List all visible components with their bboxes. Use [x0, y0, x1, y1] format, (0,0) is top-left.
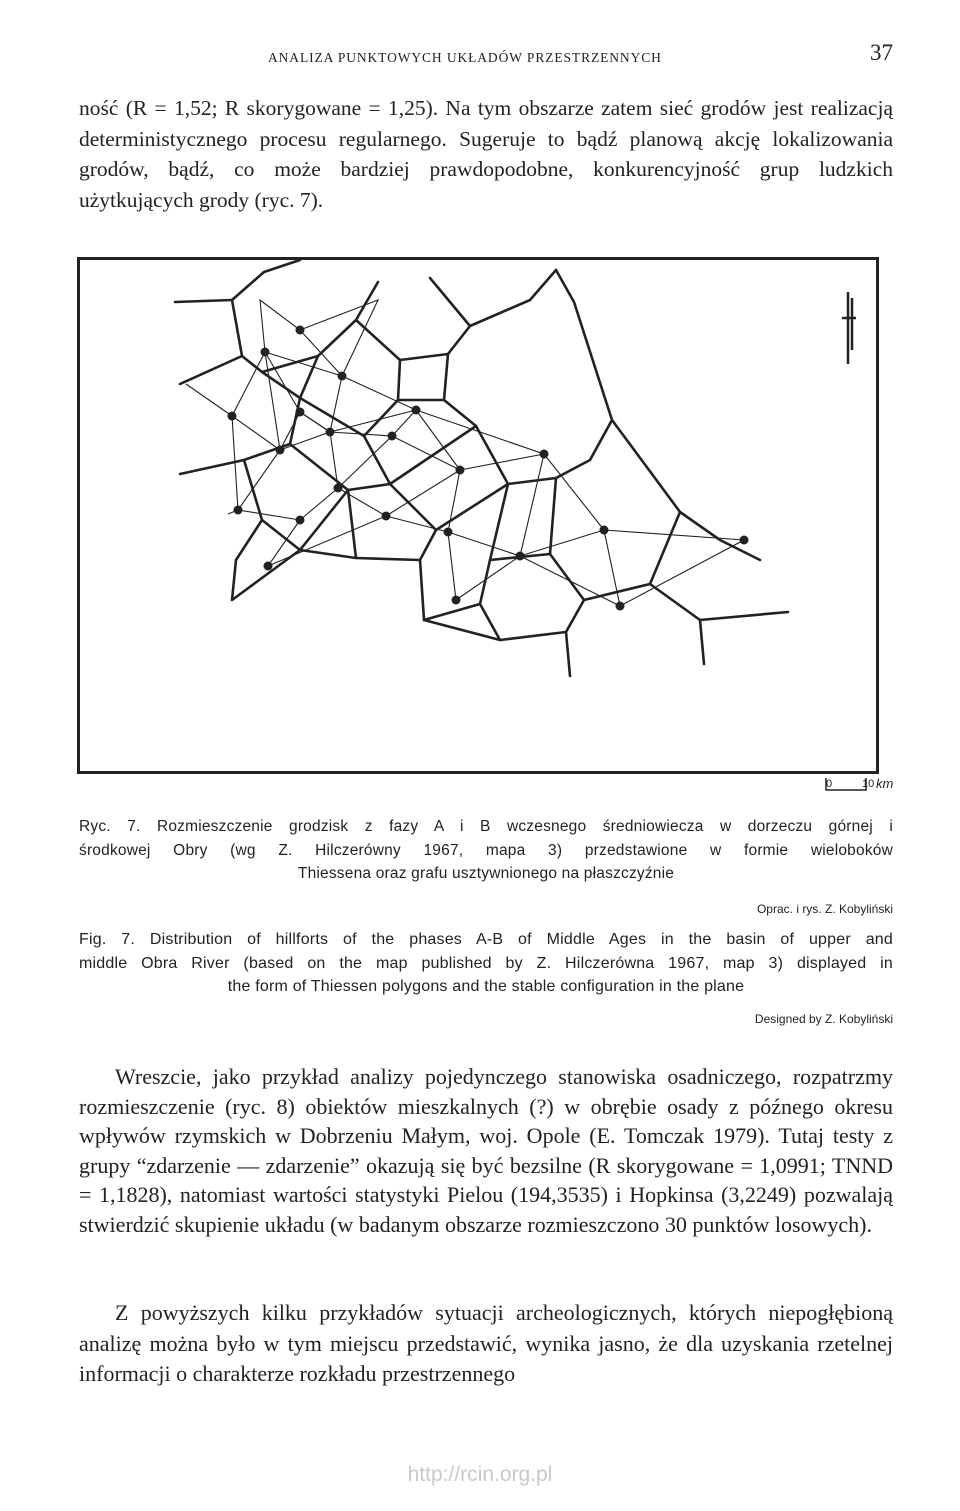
polygon-edge	[262, 490, 348, 550]
north-arrow-icon	[842, 292, 856, 364]
polygon-edge	[430, 278, 470, 354]
figure-caption-english	[79, 928, 893, 999]
scale-unit: km	[876, 776, 894, 791]
polygon-edge	[424, 560, 490, 620]
caption-en-line: Fig. 7. Distribution of hillforts of the phases A-B of Middle Ages in the basin of upper and	[79, 931, 893, 948]
polygon-edge	[556, 270, 612, 420]
polygon-edge	[300, 490, 356, 558]
polygon-edge	[556, 420, 612, 478]
polygon-edge	[262, 282, 378, 372]
scale-zero: 0	[826, 778, 833, 790]
hillfort-point	[444, 528, 453, 537]
hillfort-point	[334, 484, 343, 493]
hillfort-point	[276, 446, 285, 455]
paragraph-dobrzen: Wreszcie, jako przykład analizy pojedynczego stanowiska osadniczego, rozpatrzmy rozmieszczenie (ryc. 8) obiektów mieszkalnych (?) w obrębie osady z późnego okresu wpływów rzymskich w Dobrzeniu Małym, woj. Opole (E. Tomczak 1979). Tutaj testy z grupy “zdarzenie — zdarzenie” okazują się być bezsilne (R skorygowane = 1,0991; TNND = 1,1828), natomiast wartości statystyki Pielou (194,3535) i Hopkinsa (3,2249) pozwalają stwierdzić skupienie układu (w badanym obszarze rozmieszczono 30 punktów losowych).	[79, 1064, 893, 1237]
hillfort-point	[296, 408, 305, 417]
graph-edge	[416, 410, 544, 470]
polygon-edge	[470, 270, 556, 326]
graph-edge	[300, 300, 378, 376]
scale-labels	[824, 776, 914, 796]
polygon-edge	[444, 354, 476, 426]
polygon-edge	[232, 550, 300, 600]
hillfort-point	[338, 372, 347, 381]
graph-edge	[186, 384, 232, 416]
polygon-edge	[390, 484, 508, 530]
graph-edge	[520, 454, 604, 556]
graph-edge	[238, 450, 300, 520]
polygon-edge	[232, 300, 262, 372]
polygon-edge	[550, 478, 584, 600]
figure-caption-polish	[79, 815, 893, 886]
polygon-edge	[356, 320, 448, 360]
caption-en-line: the form of Thiessen polygons and the stable configuration in the plane	[227, 978, 745, 995]
hillfort-point	[261, 348, 270, 357]
hillfort-point	[600, 526, 609, 535]
polygon-edge	[290, 444, 390, 490]
polygon-edge	[180, 356, 242, 384]
polygon-edge	[700, 620, 704, 664]
caption-pl-line: środkowej Obry (wg Z. Hilczerówny 1967, mapa 3) przedstawione w formie wieloboków	[79, 841, 893, 859]
scale-ten: 10	[862, 778, 875, 790]
credit-polish: Oprac. i rys. Z. Kobyliński	[756, 902, 893, 916]
polygon-edge	[180, 398, 300, 474]
footer-url: http://rcin.org.pl	[407, 1463, 553, 1486]
hillfort-point	[616, 602, 625, 611]
hillfort-point	[412, 406, 421, 415]
hillfort-point	[740, 536, 749, 545]
polygon-edge	[356, 530, 436, 560]
hillfort-point	[228, 412, 237, 421]
polygon-edge	[566, 632, 570, 676]
paragraph-conclusion: Z powyższych kilku przykładów sytuacji archeologicznych, których niepogłębioną analizę można było w tym miejscu przedstawić, wynika jasno, że dla uzyskania rzetelnej informacji o charakterze rozkładu przestrzennego	[79, 1300, 893, 1386]
hillfort-point	[516, 552, 525, 561]
polygon-edge	[398, 360, 444, 400]
graph-edge	[265, 352, 330, 432]
hillfort-point	[452, 596, 461, 605]
running-title: ANALIZA PUNKTOWYCH UKŁADÓW PRZESTRZENNYCH	[268, 50, 662, 65]
hillfort-point	[234, 506, 243, 515]
graph-edge	[300, 436, 392, 520]
hillfort-point	[296, 326, 305, 335]
hillfort-point	[296, 516, 305, 525]
polygon-edge	[232, 260, 300, 300]
polygon-edge	[584, 512, 680, 600]
paragraph-intro: ność (R = 1,52; R skorygowane = 1,25). Na tym obszarze zatem sieć grodów jest realizacją deterministycznego procesu regularnego. Sugeruje to bądź planową akcję lokalizowania grodów, bądź, co może bardziej prawdopodobne, konkurencyjność grup ludzkich użytkujących grody (ryc. 7).	[79, 96, 893, 212]
polygon-edge	[175, 300, 232, 302]
polygon-edge	[612, 420, 680, 512]
caption-en-line: middle Obra River (based on the map published by Z. Hilczerówna 1967, map 3) displayed in	[79, 954, 893, 972]
hillfort-point	[326, 428, 335, 437]
caption-pl-line: Ryc. 7. Rozmieszczenie grodzisk z fazy A i B wczesnego średniowiecza w dorzeczu górnej i	[79, 818, 893, 835]
polygon-edge	[650, 584, 788, 620]
hillfort-point	[540, 450, 549, 459]
page-number: 37	[870, 40, 893, 65]
hillfort-point	[382, 512, 391, 521]
hillfort-point	[264, 562, 273, 571]
hillfort-point	[388, 432, 397, 441]
caption-pl-line: Thiessena oraz grafu usztywnionego na płaszczyźnie	[297, 865, 675, 882]
hillfort-point	[456, 466, 465, 475]
polygon-edge	[480, 600, 584, 640]
credit-english: Designed by Z. Kobyliński	[754, 1012, 893, 1026]
